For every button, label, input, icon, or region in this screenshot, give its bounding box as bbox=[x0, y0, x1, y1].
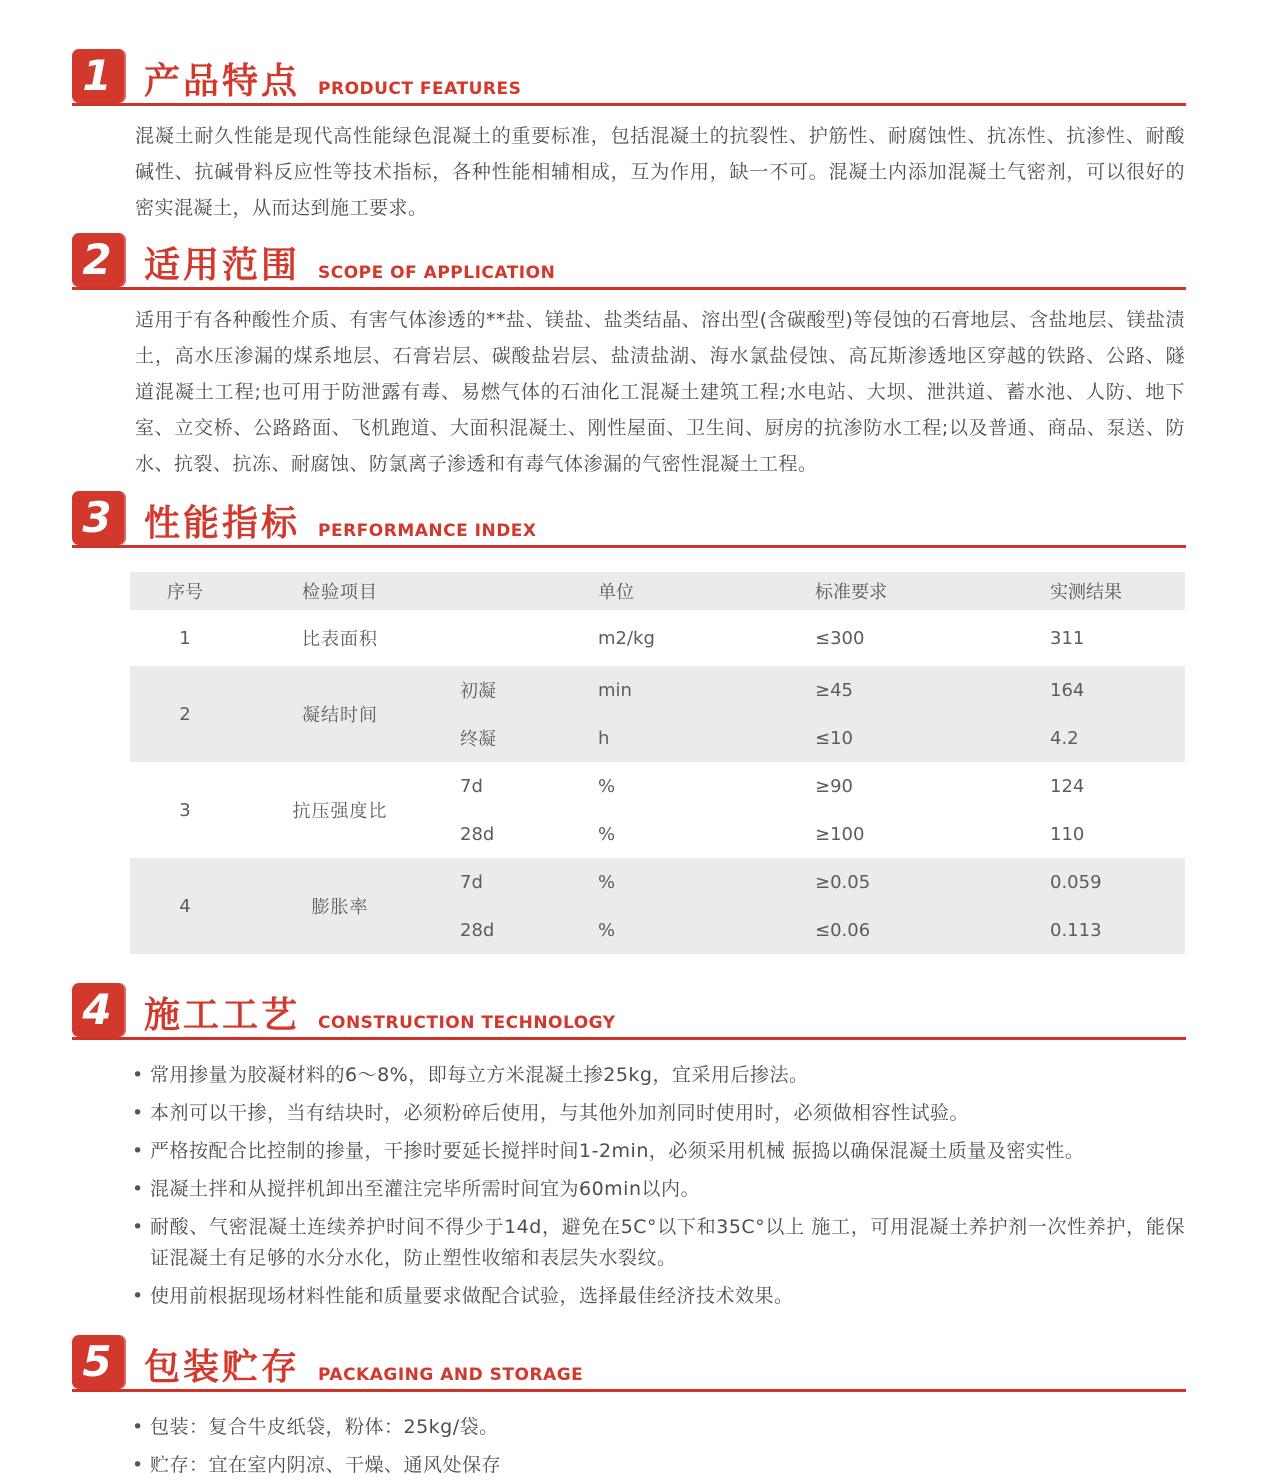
construction-bullet-list bbox=[130, 1060, 1185, 1312]
column-header-unit: 单位 bbox=[598, 582, 634, 603]
table-row bbox=[130, 762, 1185, 858]
section-number-badge bbox=[72, 491, 126, 545]
cell-no: 4 bbox=[179, 895, 191, 917]
cell-sub: 终凝 bbox=[460, 729, 496, 750]
section-title-en: PRODUCT FEATURES bbox=[318, 79, 522, 99]
cell-req: ≥90 bbox=[815, 775, 853, 797]
cell-sub: 初凝 bbox=[460, 681, 496, 702]
cell-no: 3 bbox=[179, 799, 191, 821]
cell-result: 0.059 bbox=[1050, 871, 1102, 893]
section-title-zh: 包装贮存 bbox=[144, 1347, 301, 1388]
section-number-badge bbox=[72, 983, 126, 1037]
list-item bbox=[130, 1098, 1185, 1129]
product-features-paragraph: 混凝土耐久性能是现代高性能绿色混凝土的重要标准，包括混凝土的抗裂性、护筋性、耐腐蚀性、抗冻性、抗渗性、耐酸碱性、抗碱骨料反应性等技术指标，各种性能相辅相成，互为作用，缺一不可。混凝土内添加混凝土气密剂，可以很好的密实混凝土，从而达到施工要求。 bbox=[135, 125, 1185, 219]
cell-result: 164 bbox=[1050, 679, 1085, 701]
cell-item: 抗压强度比 bbox=[292, 801, 388, 822]
list-item bbox=[130, 1212, 1185, 1274]
section-header-construction-technology bbox=[72, 982, 1186, 1040]
cell-result: 4.2 bbox=[1050, 727, 1079, 749]
section-number: 1 bbox=[82, 51, 112, 100]
bullet-icon: • bbox=[132, 1178, 144, 1200]
cell-req: ≤10 bbox=[815, 727, 853, 749]
section-number: 2 bbox=[82, 235, 112, 284]
cell-no: 2 bbox=[179, 703, 191, 725]
cell-item: 凝结时间 bbox=[302, 705, 378, 726]
column-header-no: 序号 bbox=[167, 582, 203, 603]
section-number: 3 bbox=[82, 493, 112, 542]
table-row bbox=[130, 666, 1185, 762]
section-title-en: PERFORMANCE INDEX bbox=[318, 521, 537, 541]
list-item bbox=[130, 1174, 1185, 1205]
cell-unit: m2/kg bbox=[598, 627, 655, 649]
section-number-badge bbox=[72, 49, 126, 103]
cell-result: 311 bbox=[1050, 627, 1085, 649]
cell-req: ≤0.06 bbox=[815, 919, 871, 941]
cell-sub bbox=[440, 610, 570, 666]
bullet-icon: • bbox=[132, 1285, 144, 1307]
cell-sub: 7d bbox=[460, 775, 483, 797]
section-title-en: SCOPE OF APPLICATION bbox=[318, 263, 556, 283]
list-item-text: 本剂可以干掺，当有结块时，必须粉碎后使用，与其他外加剂同时使用时，必须做相容性试验。 bbox=[150, 1102, 970, 1124]
packaging-bullet-list bbox=[130, 1412, 1185, 1481]
section-number: 5 bbox=[82, 1337, 112, 1386]
section-title-zh: 适用范围 bbox=[144, 245, 301, 286]
section-title-en: PACKAGING AND STORAGE bbox=[318, 1365, 584, 1385]
cell-sub: 28d bbox=[460, 823, 495, 845]
list-item-text: 包装：复合牛皮纸袋，粉体：25kg/袋。 bbox=[150, 1416, 499, 1438]
cell-req: ≥45 bbox=[815, 679, 853, 701]
cell-no: 1 bbox=[179, 627, 191, 649]
cell-unit: h bbox=[598, 727, 610, 749]
cell-result: 124 bbox=[1050, 775, 1085, 797]
list-item-text: 常用掺量为胶凝材料的6～8%，即每立方米混凝土掺25kg，宜采用后掺法。 bbox=[150, 1064, 809, 1086]
scope-of-application-paragraph: 适用于有各种酸性介质、有害气体渗透的**盐、镁盐、盐类结晶、溶出型(含碳酸型)等侵蚀的石膏地层、含盐地层、镁盐渍土，高水压渗漏的煤系地层、石膏岩层、碳酸盐岩层、盐渍盐湖、海水氯盐侵蚀、高瓦斯渗透地区穿越的铁路、公路、隧道混凝土工程;也可用于防泄露有毒、易燃气体的石油化工混凝土建筑工程;水电站、大坝、泄洪道、蓄水池、人防、地下室、立交桥、公路路面、飞机跑道、大面积混凝土、刚性屋面、卫生间、厨房的抗渗防水工程;以及普通、商品、泵送、防水、抗裂、抗冻、耐腐蚀、防氯离子渗透和有毒气体渗漏的气密性混凝土工程。 bbox=[135, 309, 1185, 475]
list-item bbox=[130, 1136, 1185, 1167]
cell-sub: 7d bbox=[460, 871, 483, 893]
column-header-req: 标准要求 bbox=[815, 582, 887, 603]
bullet-icon: • bbox=[132, 1064, 144, 1086]
section-number-badge bbox=[72, 233, 126, 287]
performance-table bbox=[130, 572, 1185, 954]
list-item bbox=[130, 1281, 1185, 1312]
cell-req: ≤300 bbox=[815, 627, 865, 649]
section-title-zh: 施工工艺 bbox=[144, 995, 301, 1036]
cell-unit: % bbox=[598, 871, 616, 893]
cell-result: 0.113 bbox=[1050, 919, 1102, 941]
bullet-icon: • bbox=[132, 1102, 144, 1124]
cell-unit: min bbox=[598, 679, 632, 701]
list-item bbox=[130, 1450, 1185, 1481]
table-row bbox=[130, 610, 1185, 666]
section-title-zh: 产品特点 bbox=[144, 61, 301, 102]
list-item-text: 严格按配合比控制的掺量，干掺时要延长搅拌时间1-2min，必须采用机械 振捣以确保混凝土质量及密实性。 bbox=[150, 1140, 1085, 1162]
cell-result: 110 bbox=[1050, 823, 1085, 845]
bullet-icon: • bbox=[132, 1216, 144, 1238]
bullet-icon: • bbox=[132, 1454, 144, 1476]
cell-item: 膨胀率 bbox=[311, 897, 369, 918]
section-header-scope-of-application bbox=[72, 232, 1186, 290]
section-number-badge bbox=[72, 1335, 126, 1389]
cell-unit: % bbox=[598, 775, 616, 797]
column-header-item: 检验项目 bbox=[302, 582, 378, 603]
table-header-row bbox=[130, 572, 1185, 610]
list-item-text: 使用前根据现场材料性能和质量要求做配合试验，选择最佳经济技术效果。 bbox=[150, 1285, 794, 1307]
cell-unit: % bbox=[598, 919, 616, 941]
list-item bbox=[130, 1412, 1185, 1443]
section-header-product-features bbox=[72, 48, 1186, 106]
section-header-performance-index bbox=[72, 490, 1186, 548]
cell-sub: 28d bbox=[460, 919, 495, 941]
list-item-text: 混凝土拌和从搅拌机卸出至灌注完毕所需时间宜为60min以内。 bbox=[150, 1178, 701, 1200]
bullet-icon: • bbox=[132, 1416, 144, 1438]
section-number: 4 bbox=[82, 985, 112, 1034]
section-header-packaging-and-storage bbox=[72, 1334, 1186, 1392]
table-row bbox=[130, 858, 1185, 954]
column-header-result: 实测结果 bbox=[1050, 582, 1122, 603]
cell-req: ≥0.05 bbox=[815, 871, 871, 893]
list-item bbox=[130, 1060, 1185, 1091]
column-header-sub bbox=[440, 572, 570, 610]
section-title-zh: 性能指标 bbox=[144, 503, 301, 544]
list-item-text: 耐酸、气密混凝土连续养护时间不得少于14d，避免在5C°以下和35C°以上 施工，可用混凝土养护剂一次性养护，能保证混凝土有足够的水分水化，防止塑性收缩和表层失水裂纹。 bbox=[150, 1216, 1185, 1269]
cell-req: ≥100 bbox=[815, 823, 865, 845]
cell-item: 比表面积 bbox=[302, 629, 378, 650]
bullet-icon: • bbox=[132, 1140, 144, 1162]
list-item-text: 贮存：宜在室内阴凉、干燥、通风处保存 bbox=[150, 1454, 502, 1476]
section-title-en: CONSTRUCTION TECHNOLOGY bbox=[318, 1013, 616, 1033]
cell-unit: % bbox=[598, 823, 616, 845]
